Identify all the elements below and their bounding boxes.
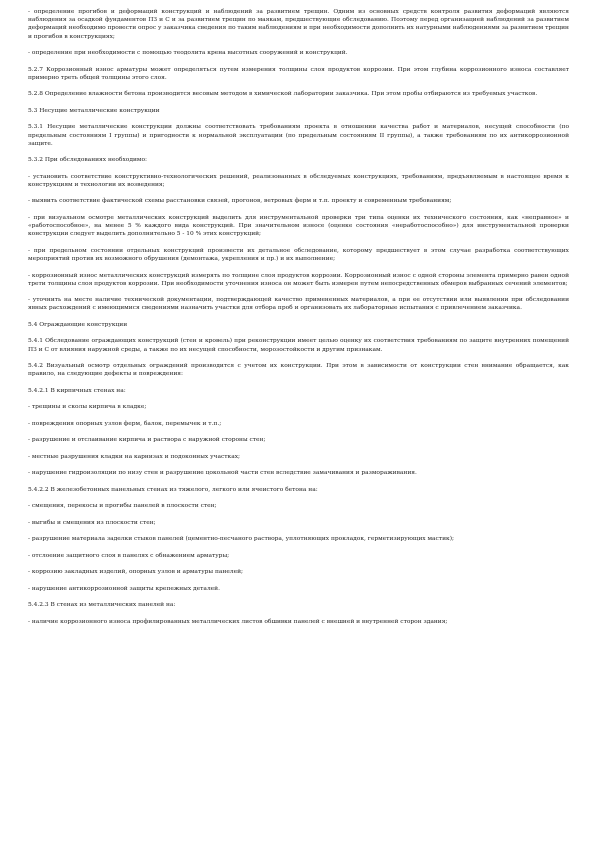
paragraph: 5.2.7 Коррозионный износ арматуры может определяться путем измерения толщины слоя продуктов коррозии. При этом глубина коррозионного износа составляет примерно треть общей толщины этого слоя. — [28, 66, 569, 81]
list-item: - трещины и сколы кирпича в кладке; — [28, 404, 147, 411]
list-item: - разрушение материала заделки стыков панелей (цементно-песчаного раствора, уплотняющих прокладок, герметизирующих мастик); — [28, 536, 454, 543]
paragraph: 5.2.8 Определение влажности бетона производится весовым методом в химической лаборатории заказчика. При этом пробы отбираются из требуемых участков. — [28, 91, 538, 98]
list-item: - коррозию закладных изделий, опорных узлов и арматуры панелей; — [28, 569, 243, 576]
paragraph: 5.4.2 Визуальный осмотр отдельных ограждений производится с учетом их конструкции. При этом в зависимости от конструкции стен внимание обращается, как правило, на следующие дефекты и повреждения: — [28, 363, 569, 378]
paragraph: 5.4.2.1 В кирпичных стенах на: — [28, 387, 126, 394]
list-item: - смещения, перекосы и прогибы панелей в плоскости стен; — [28, 503, 217, 510]
section-heading: 5.4 Ограждающие конструкции — [28, 321, 128, 328]
list-item: - при предельном состоянии отдельных конструкций произвести их детальное обследование, которому предшествует в этом случае разработка соответствующих мероприятий против их возможного обрушения (демонтажа, укрепления и пр.) и их выполнение; — [28, 247, 569, 263]
list-item: - установить соответствие конструктивно-технологических решений, реализованных в обследуемых конструкциях, требованиям, предъявляемым в настоящее время к конструкциям и технологии их возведения; — [28, 173, 569, 188]
list-item: - местные разрушения кладки на карнизах и подоконных участках; — [28, 453, 241, 460]
list-item: - нарушение антикоррозионной защиты крепежных деталей. — [28, 585, 220, 592]
paragraph: - определение прогибов и деформаций конструкций и наблюдений за развитием трещин. Одним из основных средств контроля развития деформаций являются наблюдения за осадкой фундаментов ПЗ и С и за развитием трещин по маякам, предшествующие обследованию. Поэтому перед организацией наблюдений за развитием деформаций необходимо провести опрос у заказчика сведения по таким наблюдениям и при необходимости дополнить их натурными наблюдениями за развитием трещин и прогибов в конструкциях; — [28, 9, 569, 40]
list-item: - нарушение гидроизоляции по низу стен и разрушение цокольной части стен вследствие замачивания и размораживания. — [28, 470, 417, 477]
list-item: - выгибы и смещения из плоскости стен; — [28, 519, 156, 526]
paragraph: 5.3.2 При обследованиях необходимо: — [28, 157, 147, 164]
list-item: - разрушение и отслаивание кирпича и раствора с наружной стороны стен; — [28, 437, 266, 444]
paragraph: 5.4.2.3 В стенах из металлических панелей на: — [28, 602, 176, 609]
paragraph: 5.3.1 Несущие металлические конструкции должны соответствовать требованиям проекта в отношении качества работ и материалов, несущей способности (по предельным состояниям I группы) и пригодности к нормальной эксплуатации (по предельным состояниям II группы), а также требованиям по их антикоррозионной защите. — [28, 124, 569, 147]
list-item: - выявить соответствие фактической схемы расстановки связей, прогонов, ветровых ферм и т.п. проекту и современным требованиям; — [28, 198, 452, 205]
list-item: - при визуальном осмотре металлических конструкций выделить для инструментальной проверки три типа оценки их технического состояния, как «неправное» и «работоспособное», на менее 5 % каждого вида конструкций. При значительном износе (оценке состояния «неработоспособно») для инструментальной проверки конструкции следует выделить дополнительно 5 - 10 % этих конструкций; — [28, 214, 569, 238]
list-item: - коррозионный износ металлических конструкций измерять по толщине слоя продуктов коррозии. Коррозионный износ с одной стороны элемента примерно равен одной трети толщины слоя продуктов коррозии. При необходимости уточнения износа он может быть измерен путем непосредственных обмеров выбранных сечений элементов; — [28, 272, 569, 287]
section-heading: 5.3 Несущие металлические конструкции — [28, 107, 160, 114]
document-page — [28, 8, 569, 634]
paragraph: 5.4.2.2 В железобетонных панельных стенах из тяжелого, легкого или ячеистого бетона на: — [28, 486, 318, 493]
paragraph: - определение при необходимости с помощью теодолита крена высотных сооружений и конструкций. — [28, 50, 348, 57]
list-item: - отслоение защитного слоя в панелях с обнажением арматуры; — [28, 552, 230, 559]
list-item: - повреждения опорных узлов ферм, балок, перемычек и т.п.; — [28, 420, 222, 427]
paragraph: 5.4.1 Обследование ограждающих конструкций (стен и кровель) при реконструкции имеет целью оценку их соответствия требованиям по защите внутренних помещений ПЗ и С от влияния наружной среды, а также по их несущей способности, морозостойкости и другим признакам. — [28, 338, 569, 353]
list-item: - уточнить на месте наличие технической документации, подтверждающей качество примененных материалов, а при ее отсутствии или выявлении при обследовании явных расхождений с имеющимися сведениями назначить участки для отбора проб и организовать их лабораторные испытания с привлечением заказчика. — [28, 297, 569, 312]
list-item: - наличие коррозионного износа профилированных металлических листов обшивки панелей с внешней и внутренней сторон здания; — [28, 618, 448, 625]
